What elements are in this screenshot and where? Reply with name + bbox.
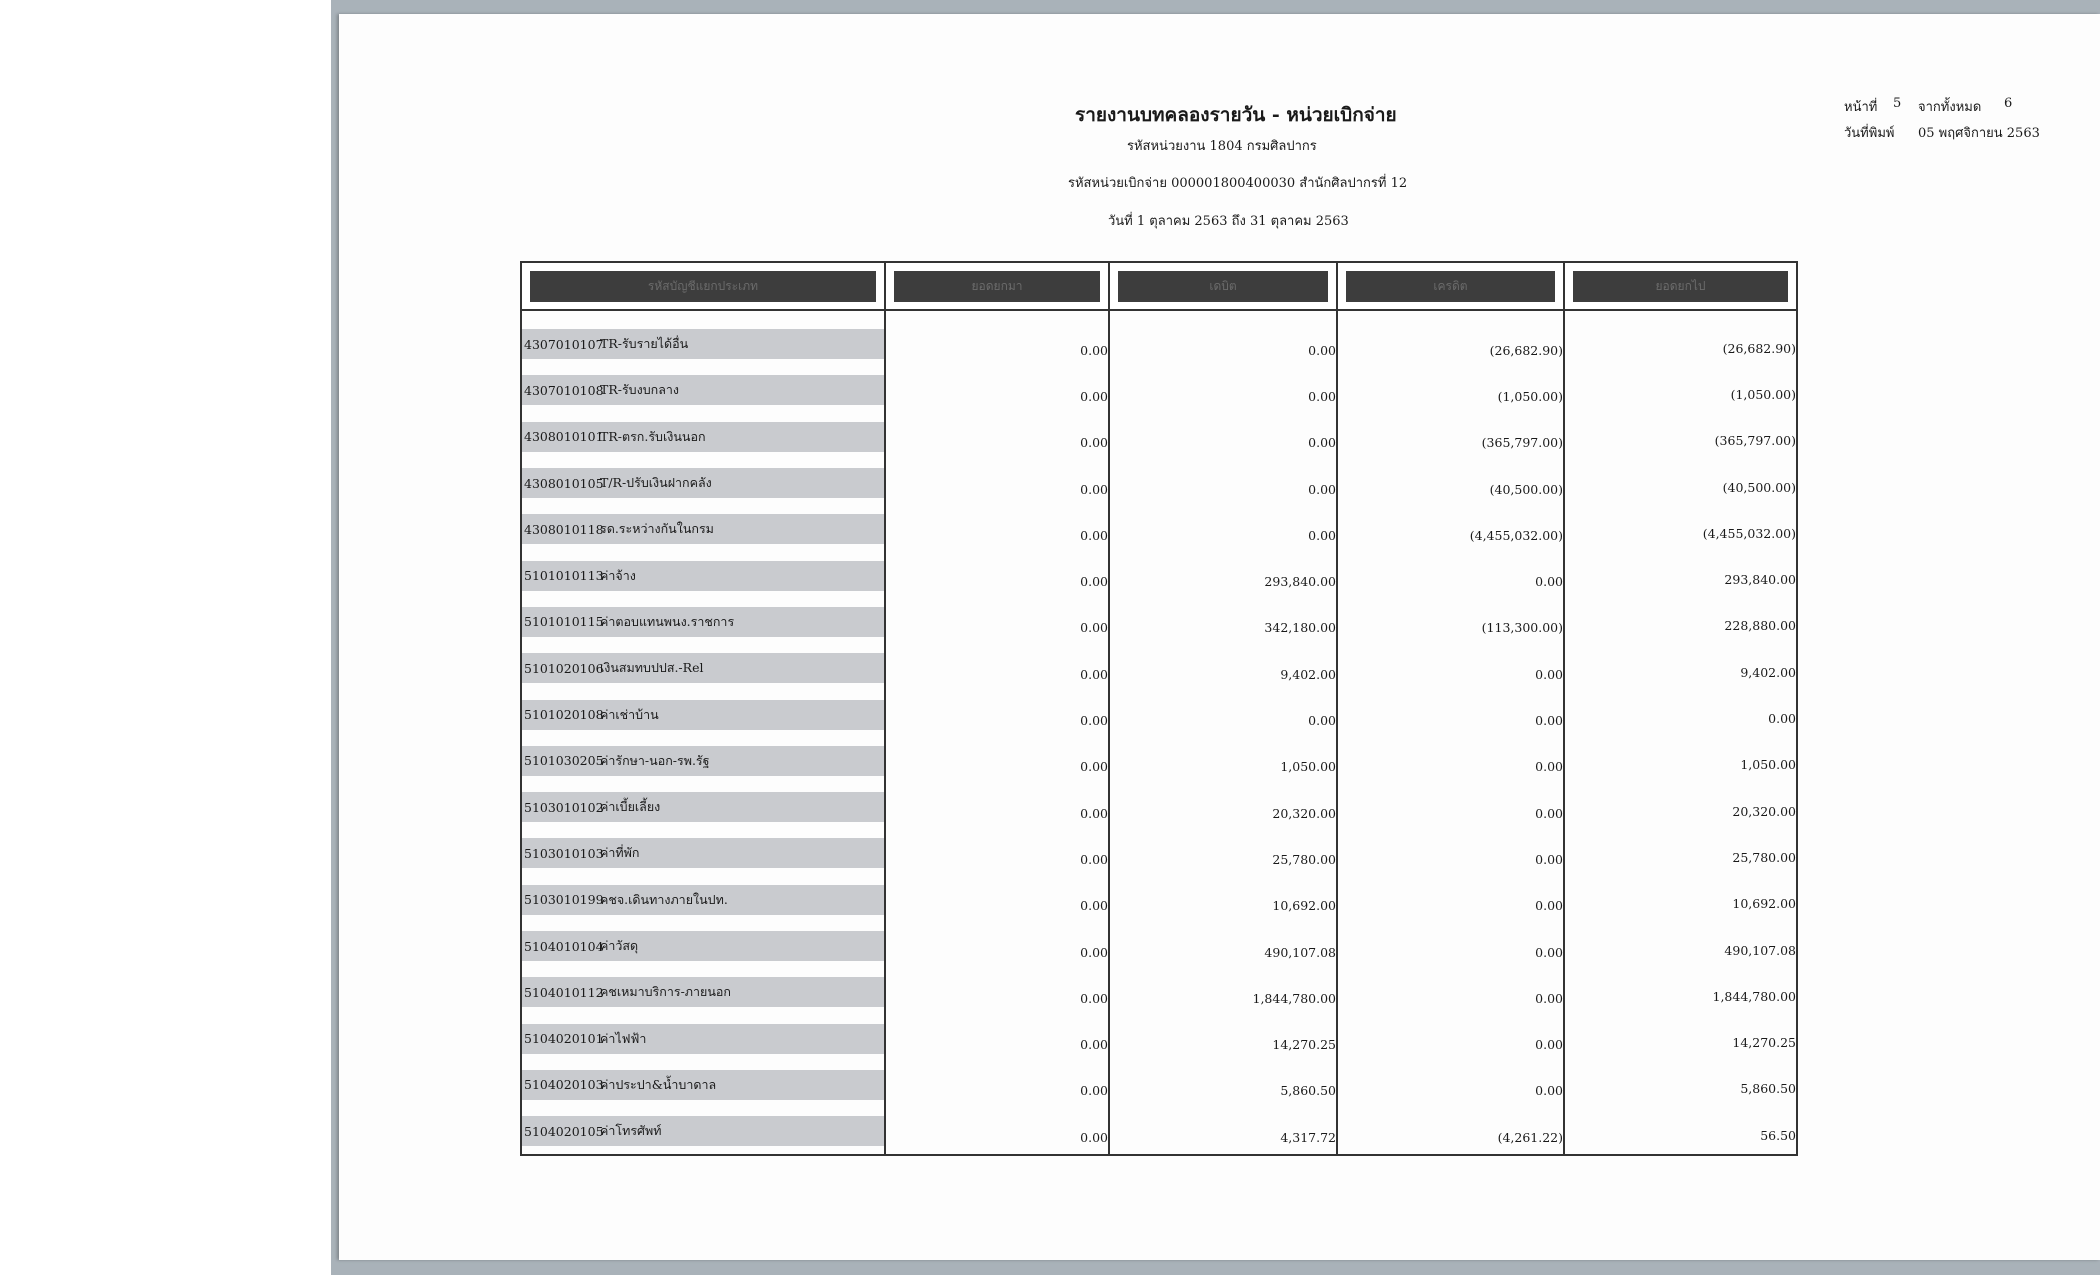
credit-cell (1337, 310, 1564, 367)
credit-value: (26,682.90) (1489, 342, 1563, 358)
credit-cell (1337, 367, 1564, 413)
debit-value: 5,860.50 (1280, 1083, 1336, 1099)
debit-value: 0.00 (1308, 342, 1336, 358)
table-row (521, 1015, 1797, 1061)
debit-value: 20,320.00 (1272, 805, 1336, 821)
credit-cell (1337, 1015, 1564, 1061)
closing-balance-value: 14,270.25 (1732, 1035, 1796, 1051)
account-highlight (522, 746, 884, 776)
account-name: ค่าไฟฟ้า (600, 1030, 647, 1046)
account-code: 4308010118 (524, 521, 604, 537)
account-code: 5103010103 (524, 845, 604, 861)
account-cell (521, 1108, 885, 1155)
debit-cell (1109, 414, 1337, 460)
debit-cell (1109, 691, 1337, 737)
account-highlight (522, 561, 884, 591)
credit-value: 0.00 (1535, 851, 1563, 867)
closing-balance-cell (1564, 645, 1797, 691)
opening-balance-value: 0.00 (1080, 388, 1108, 404)
credit-cell (1337, 506, 1564, 552)
credit-cell (1337, 877, 1564, 923)
credit-cell (1337, 552, 1564, 598)
closing-balance-cell (1564, 969, 1797, 1015)
account-name: ค่าตอบแทนพนง.ราชการ (600, 613, 735, 629)
account-highlight (522, 653, 884, 683)
debit-cell (1109, 552, 1337, 598)
opening-balance-cell (885, 645, 1109, 691)
account-name: ค่าเช่าบ้าน (600, 706, 659, 722)
header-credit-label: เครดิต (1346, 271, 1555, 302)
debit-cell (1109, 877, 1337, 923)
debit-value: 14,270.25 (1272, 1037, 1336, 1053)
credit-cell (1337, 1062, 1564, 1108)
account-name: T/R-ปรับเงินฝากคลัง (600, 475, 712, 491)
opening-balance-cell (885, 923, 1109, 969)
debit-value: 0.00 (1308, 388, 1336, 404)
account-highlight (522, 1116, 884, 1146)
header-account-label: รหัสบัญชีแยกประเภท (530, 271, 876, 302)
credit-value: 0.00 (1535, 574, 1563, 590)
account-highlight (522, 329, 884, 359)
credit-cell (1337, 969, 1564, 1015)
opening-balance-value: 0.00 (1080, 527, 1108, 543)
table-row (521, 738, 1797, 784)
credit-value: 0.00 (1535, 944, 1563, 960)
debit-value: 490,107.08 (1264, 944, 1336, 960)
account-name: รด.ระหว่างกันในกรม (600, 521, 714, 537)
credit-cell (1337, 738, 1564, 784)
opening-balance-cell (885, 969, 1109, 1015)
opening-balance-value: 0.00 (1080, 805, 1108, 821)
debit-cell (1109, 738, 1337, 784)
credit-cell (1337, 923, 1564, 969)
table-row (521, 645, 1797, 691)
debit-value: 0.00 (1308, 481, 1336, 497)
debit-cell (1109, 784, 1337, 830)
credit-value: (4,261.22) (1497, 1129, 1563, 1145)
closing-balance-cell (1564, 1015, 1797, 1061)
closing-balance-cell (1564, 923, 1797, 969)
account-cell (521, 830, 885, 876)
account-cell (521, 552, 885, 598)
account-code: 4308010105 (524, 475, 604, 491)
credit-value: 0.00 (1535, 990, 1563, 1006)
credit-value: 0.00 (1535, 713, 1563, 729)
credit-cell (1337, 414, 1564, 460)
closing-balance-value: 25,780.00 (1732, 849, 1796, 865)
closing-balance-cell (1564, 784, 1797, 830)
opening-balance-cell (885, 414, 1109, 460)
closing-balance-value: 293,840.00 (1724, 572, 1796, 588)
account-cell (521, 645, 885, 691)
credit-value: 0.00 (1535, 1083, 1563, 1099)
debit-cell (1109, 645, 1337, 691)
credit-value: (40,500.00) (1489, 481, 1563, 497)
account-name: ค่าโทรศัพท์ (600, 1123, 662, 1139)
account-code: 4307010107 (524, 336, 604, 352)
account-highlight (522, 1024, 884, 1054)
table-row (521, 784, 1797, 830)
debit-value: 4,317.72 (1280, 1129, 1336, 1145)
credit-cell (1337, 691, 1564, 737)
closing-balance-value: (1,050.00) (1730, 386, 1796, 402)
debit-value: 0.00 (1308, 713, 1336, 729)
table-row (521, 506, 1797, 552)
account-name: ค่าวัสดุ (600, 938, 639, 953)
account-highlight (522, 468, 884, 498)
account-highlight (522, 1070, 884, 1100)
closing-balance-value: 10,692.00 (1732, 896, 1796, 912)
account-code: 5101030205 (524, 753, 604, 769)
account-name: ค่าที่พัก (600, 845, 640, 861)
closing-balance-value: 5,860.50 (1740, 1081, 1796, 1097)
header-closing (1564, 262, 1797, 310)
closing-balance-value: (365,797.00) (1714, 433, 1796, 449)
table-row (521, 1062, 1797, 1108)
opening-balance-cell (885, 1062, 1109, 1108)
debit-cell (1109, 1062, 1337, 1108)
closing-balance-value: 56.50 (1760, 1127, 1796, 1143)
opening-balance-value: 0.00 (1080, 481, 1108, 497)
account-code: 4307010108 (524, 382, 604, 398)
account-highlight (522, 514, 884, 544)
account-cell (521, 923, 885, 969)
page-number: 5 (1893, 96, 1902, 111)
account-highlight (522, 838, 884, 868)
debit-cell (1109, 506, 1337, 552)
table-row (521, 969, 1797, 1015)
debit-cell (1109, 1108, 1337, 1155)
account-highlight (522, 931, 884, 961)
account-cell (521, 506, 885, 552)
account-name: คชเหมาบริการ-ภายนอก (600, 984, 731, 1000)
opening-balance-value: 0.00 (1080, 574, 1108, 590)
account-cell (521, 969, 885, 1015)
account-name: ค่ารักษา-นอก-รพ.รัฐ (600, 752, 710, 768)
debit-cell (1109, 310, 1337, 367)
closing-balance-cell (1564, 414, 1797, 460)
account-highlight (522, 792, 884, 822)
account-cell (521, 414, 885, 460)
account-name: ค่าจ้าง (600, 567, 636, 583)
credit-cell (1337, 1108, 1564, 1155)
opening-balance-cell (885, 738, 1109, 784)
account-code: 5104010104 (524, 938, 604, 954)
table-row (521, 414, 1797, 460)
header-opening (885, 262, 1109, 310)
account-highlight (522, 607, 884, 637)
account-highlight (522, 977, 884, 1007)
debit-value: 1,050.00 (1280, 759, 1336, 775)
account-name: TR-รับรายได้อื่น (600, 336, 689, 352)
closing-balance-cell (1564, 460, 1797, 506)
credit-value: (4,455,032.00) (1469, 527, 1563, 543)
account-code: 5104020103 (524, 1077, 604, 1093)
header-account (521, 262, 885, 310)
account-cell (521, 1062, 885, 1108)
account-code: 5104010112 (524, 984, 604, 1000)
account-code: 5101020108 (524, 707, 604, 723)
table-row (521, 367, 1797, 413)
credit-value: 0.00 (1535, 898, 1563, 914)
closing-balance-cell (1564, 691, 1797, 737)
table-row (521, 830, 1797, 876)
closing-balance-cell (1564, 830, 1797, 876)
account-highlight (522, 885, 884, 915)
closing-balance-value: 9,402.00 (1740, 664, 1796, 680)
credit-value: 0.00 (1535, 1037, 1563, 1053)
table-body (521, 310, 1797, 1155)
header-credit (1337, 262, 1564, 310)
opening-balance-cell (885, 552, 1109, 598)
debit-value: 9,402.00 (1280, 666, 1336, 682)
opening-balance-value: 0.00 (1080, 713, 1108, 729)
header-debit-label: เดบิต (1118, 271, 1328, 302)
account-cell (521, 738, 885, 784)
credit-value: 0.00 (1535, 805, 1563, 821)
closing-balance-value: 490,107.08 (1724, 942, 1796, 958)
debit-cell (1109, 599, 1337, 645)
account-name: คชจ.เดินทางภายในปท. (600, 891, 728, 907)
closing-balance-cell (1564, 310, 1797, 367)
ledger-table (520, 261, 1798, 1156)
closing-balance-value: (26,682.90) (1722, 340, 1796, 356)
closing-balance-cell (1564, 367, 1797, 413)
table-row (521, 1108, 1797, 1155)
print-date-label: วันที่พิมพ์ (1844, 126, 1895, 141)
account-cell (521, 691, 885, 737)
credit-value: (113,300.00) (1481, 620, 1563, 636)
closing-balance-value: 1,844,780.00 (1712, 988, 1796, 1004)
credit-cell (1337, 645, 1564, 691)
debit-value: 1,844,780.00 (1252, 990, 1336, 1006)
account-code: 5104020101 (524, 1031, 604, 1047)
opening-balance-cell (885, 310, 1109, 367)
closing-balance-value: 0.00 (1768, 711, 1796, 727)
credit-value: (365,797.00) (1481, 435, 1563, 451)
print-date: 05 พฤศจิกายน 2563 (1918, 126, 2040, 141)
closing-balance-cell (1564, 506, 1797, 552)
debit-cell (1109, 460, 1337, 506)
header-debit (1109, 262, 1337, 310)
debit-value: 342,180.00 (1264, 620, 1336, 636)
credit-value: (1,050.00) (1497, 388, 1563, 404)
credit-cell (1337, 830, 1564, 876)
opening-balance-value: 0.00 (1080, 1129, 1108, 1145)
credit-value: 0.00 (1535, 759, 1563, 775)
debit-cell (1109, 969, 1337, 1015)
account-highlight (522, 422, 884, 452)
opening-balance-value: 0.00 (1080, 342, 1108, 358)
closing-balance-cell (1564, 599, 1797, 645)
account-cell (521, 784, 885, 830)
table-row (521, 923, 1797, 969)
page-label: หน้าที่ (1844, 100, 1878, 115)
opening-balance-value: 0.00 (1080, 620, 1108, 636)
debit-value: 10,692.00 (1272, 898, 1336, 914)
period-line: วันที่ 1 ตุลาคม 2563 ถึง 31 ตุลาคม 2563 (1108, 214, 1349, 229)
opening-balance-cell (885, 691, 1109, 737)
account-code: 5101010113 (524, 568, 604, 584)
opening-balance-cell (885, 1015, 1109, 1061)
account-code: 5103010102 (524, 799, 604, 815)
closing-balance-cell (1564, 552, 1797, 598)
opening-balance-value: 0.00 (1080, 944, 1108, 960)
agency-line: รหัสหน่วยงาน 1804 กรมศิลปากร (1127, 139, 1317, 154)
account-cell (521, 877, 885, 923)
credit-value: 0.00 (1535, 666, 1563, 682)
closing-balance-value: 228,880.00 (1724, 618, 1796, 634)
account-cell (521, 599, 885, 645)
debit-value: 25,780.00 (1272, 851, 1336, 867)
opening-balance-cell (885, 599, 1109, 645)
closing-balance-value: (40,500.00) (1722, 479, 1796, 495)
opening-balance-value: 0.00 (1080, 666, 1108, 682)
table-row (521, 552, 1797, 598)
opening-balance-cell (885, 830, 1109, 876)
opening-balance-value: 0.00 (1080, 759, 1108, 775)
opening-balance-value: 0.00 (1080, 435, 1108, 451)
header-closing-label: ยอดยกไป (1573, 271, 1788, 302)
debit-cell (1109, 1015, 1337, 1061)
table-row (521, 599, 1797, 645)
account-name: TR-รับงบกลาง (600, 382, 680, 398)
credit-cell (1337, 784, 1564, 830)
account-cell (521, 310, 885, 367)
credit-cell (1337, 460, 1564, 506)
closing-balance-value: 20,320.00 (1732, 803, 1796, 819)
account-name: ค่าเบี้ยเลี้ยง (600, 799, 661, 815)
opening-balance-cell (885, 1108, 1109, 1155)
opening-balance-value: 0.00 (1080, 1083, 1108, 1099)
header-opening-label: ยอดยกมา (894, 271, 1100, 302)
account-name: เงินสมทบปปส.-Rel (600, 660, 704, 676)
opening-balance-cell (885, 506, 1109, 552)
debit-cell (1109, 830, 1337, 876)
debit-value: 0.00 (1308, 527, 1336, 543)
opening-balance-value: 0.00 (1080, 990, 1108, 1006)
total-pages-label: จากทั้งหมด (1918, 100, 1982, 115)
debit-value: 0.00 (1308, 435, 1336, 451)
opening-balance-value: 0.00 (1080, 1037, 1108, 1053)
account-code: 5101020106 (524, 660, 604, 676)
opening-balance-value: 0.00 (1080, 851, 1108, 867)
table-row (521, 691, 1797, 737)
closing-balance-cell (1564, 1108, 1797, 1155)
disbursement-unit-line: รหัสหน่วยเบิกจ่าย 000001800400030 สำนักศิลปากรที่ 12 (1068, 176, 1408, 191)
table-row (521, 877, 1797, 923)
table-row (521, 310, 1797, 367)
closing-balance-cell (1564, 877, 1797, 923)
account-cell (521, 460, 885, 506)
credit-cell (1337, 599, 1564, 645)
account-cell (521, 1015, 885, 1061)
opening-balance-cell (885, 784, 1109, 830)
account-code: 5103010199 (524, 892, 604, 908)
closing-balance-cell (1564, 1062, 1797, 1108)
debit-value: 293,840.00 (1264, 574, 1336, 590)
account-name: ค่าประปา&น้ำบาดาล (600, 1076, 717, 1092)
opening-balance-cell (885, 460, 1109, 506)
debit-cell (1109, 367, 1337, 413)
account-code: 4308010101 (524, 429, 604, 445)
opening-balance-cell (885, 367, 1109, 413)
account-code: 5104020105 (524, 1123, 604, 1139)
debit-cell (1109, 923, 1337, 969)
closing-balance-cell (1564, 738, 1797, 784)
account-code: 5101010115 (524, 614, 604, 630)
account-highlight (522, 700, 884, 730)
account-name: TR-ตรก.รับเงินนอก (600, 428, 706, 444)
table-row (521, 460, 1797, 506)
report-title: รายงานบทคลองรายวัน - หน่วยเบิกจ่าย (1075, 104, 1397, 126)
account-cell (521, 367, 885, 413)
total-pages: 6 (2004, 96, 2013, 111)
closing-balance-value: 1,050.00 (1740, 757, 1796, 773)
opening-balance-value: 0.00 (1080, 898, 1108, 914)
closing-balance-value: (4,455,032.00) (1702, 525, 1796, 541)
table-header-row (521, 262, 1797, 310)
opening-balance-cell (885, 877, 1109, 923)
account-highlight (522, 375, 884, 405)
